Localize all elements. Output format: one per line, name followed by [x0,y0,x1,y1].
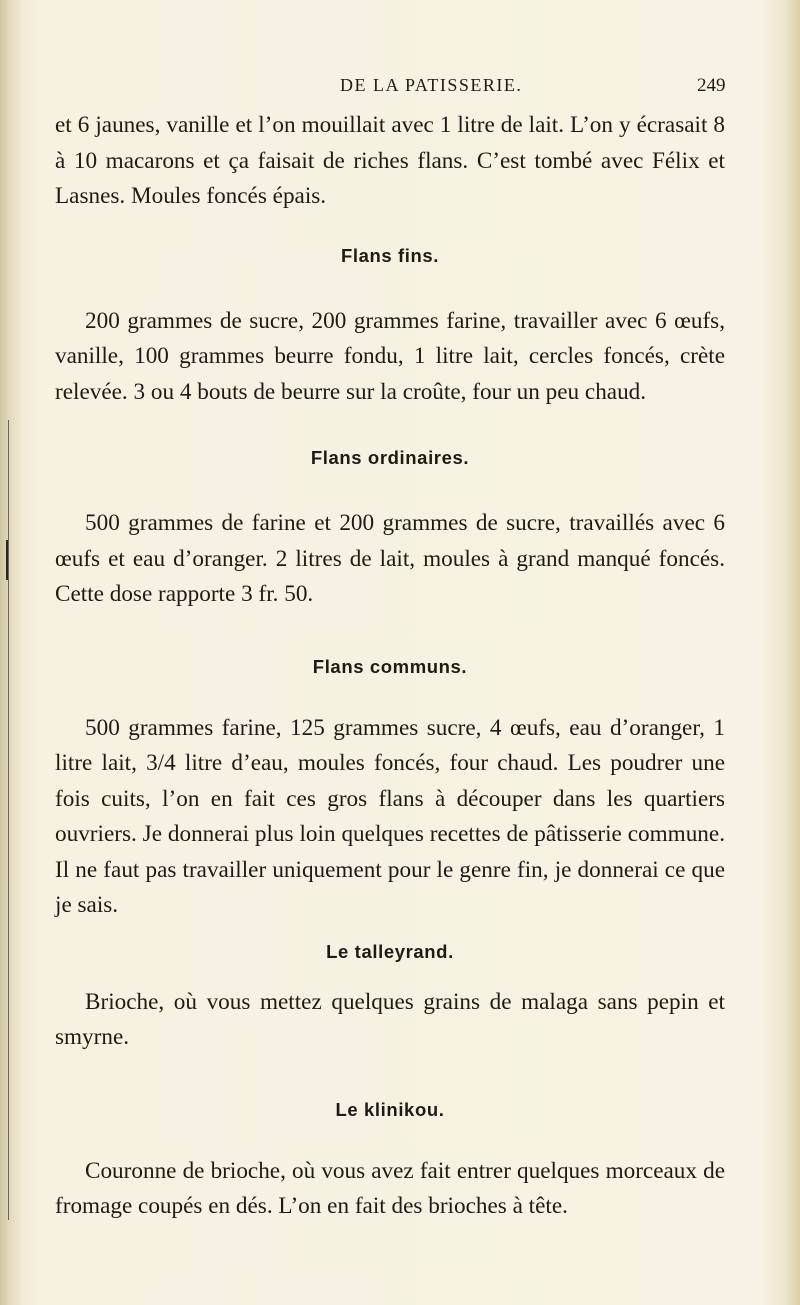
binding-edge-mark [6,540,8,580]
running-head [0,75,800,101]
page-number: 249 [697,75,726,96]
heading-le-talleyrand: Le talleyrand. [326,940,454,962]
paragraph-flans-ordinaires: 500 grammes de farine et 200 grammes de sucre, travaillés avec 6 œufs et eau d’oranger. 2 litres de lait, moules à grand manqué foncés. Cette dose rapporte 3 fr. 50. [55,510,725,607]
heading-flans-ordinaires: Flans ordinaires. [310,447,470,468]
heading-le-klinikou: Le klinikou. [335,1098,445,1120]
paragraph-le-klinikou: Couronne de brioche, où vous avez fait entrer quelques morceaux de fromage coupés en dés. L’on en fait des brioches à tête. [55,1157,725,1219]
page-edge-shadow [786,0,800,1305]
paragraph-continuation: et 6 jaunes, vanille et l’on mouillait avec 1 litre de lait. L’on y écrasait 8 à 10 macarons et ça faisait de riches flans. C’est tombé avec Félix et Lasnes. Moules foncés épais. [55,112,725,209]
heading-flans-fins: Flans fins. [340,244,440,266]
paragraph-flans-communs: 500 grammes farine, 125 grammes sucre, 4 œufs, eau d’oranger, 1 litre lait, 3/4 litre d’eau, moules foncés, four chaud. Les poudrer une fois cuits, l’on en fait ces gros flans à découper dans les quartiers ouvriers. Je donnerai plus loin quelques recettes de pâtisserie commune. Il ne faut pas travailler uniquement pour le genre fin, je donnerai ce que je sais. [55,714,725,918]
binding-shadow [0,0,22,1305]
heading-flans-communs: Flans communs. [312,655,468,677]
paragraph-le-talleyrand: Brioche, où vous mettez quelques grains de malaga sans pepin et smyrne. [55,988,725,1050]
page-body [55,108,725,1225]
paragraph-flans-fins: 200 grammes de sucre, 200 grammes farine, travailler avec 6 œufs, vanille, 100 grammes beurre fondu, 1 litre lait, cercles foncés, crète relevée. 3 ou 4 bouts de beurre sur la croûte, four un peu chaud. [55,307,725,405]
running-title: DE LA PATISSERIE. [340,75,523,95]
binding-edge-line [8,420,9,1220]
